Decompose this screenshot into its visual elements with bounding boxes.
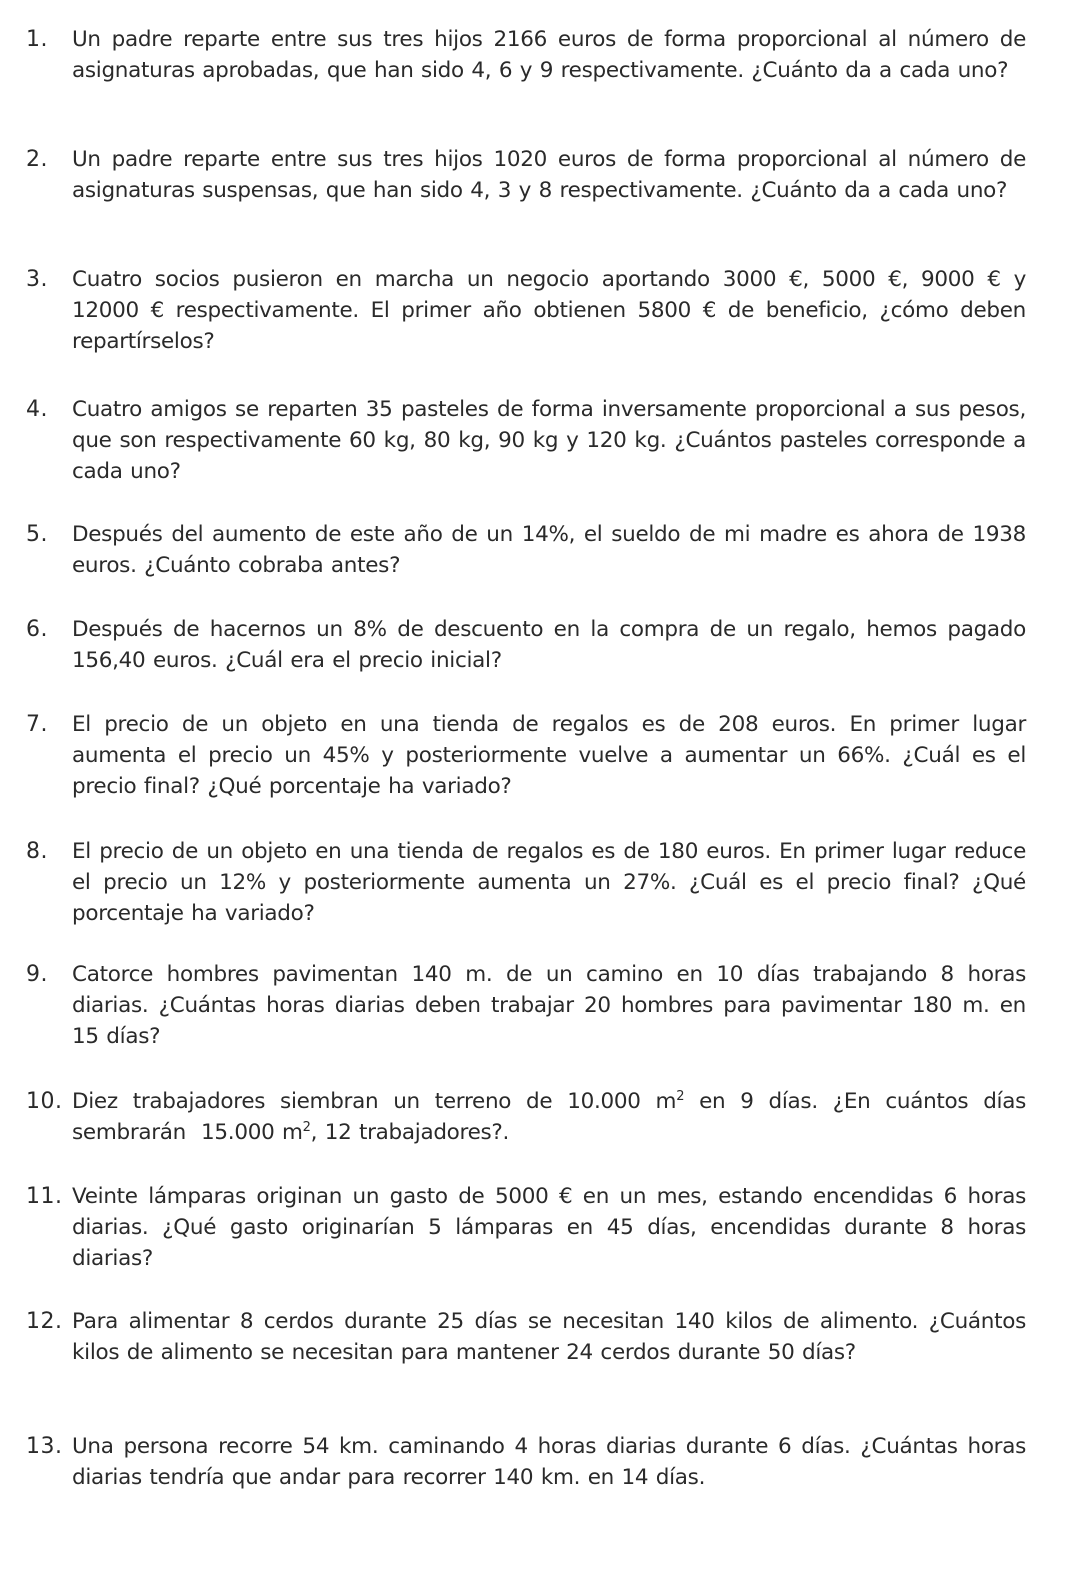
problem-text — [72, 1086, 1034, 1148]
problem-item — [26, 144, 1026, 206]
problem-item — [26, 1431, 1026, 1493]
problem-number: 8. — [26, 839, 48, 864]
problem-number: 5. — [26, 522, 48, 547]
problem-text: Después de hacernos un 8% de descuento en la compra de un regalo, hemos pagado 156,40 euros. ¿Cuál era el precio inicial? — [72, 617, 1026, 673]
problem-number: 2. — [26, 147, 48, 172]
problem-text: Una persona recorre 54 km. caminando 4 horas diarias durante 6 días. ¿Cuántas horas diarias tendría que andar para recorrer 140 km. en 14 días. — [72, 1434, 1026, 1490]
problem-item — [26, 836, 1026, 929]
problem-number: 13. — [26, 1434, 63, 1459]
problem-number: 11. — [26, 1184, 63, 1209]
problem-number: 1. — [26, 27, 48, 52]
problem-text: El precio de un objeto en una tienda de regalos es de 208 euros. En primer lugar aumenta el precio un 45% y posteriormente vuelve a aumentar un 66%. ¿Cuál es el precio final? ¿Qué porcentaje ha variado? — [72, 712, 1026, 799]
problem-text: Catorce hombres pavimentan 140 m. de un camino en 10 días trabajando 8 horas diarias. ¿Cuántas horas diarias deben trabajar 20 hombres para pavimentar 180 m. en 15 días? — [72, 962, 1026, 1049]
problem-text: Para alimentar 8 cerdos durante 25 días se necesitan 140 kilos de alimento. ¿Cuántos kilos de alimento se necesitan para mantener 24 cerdos durante 50 días? — [72, 1309, 1026, 1365]
problem-item — [26, 1086, 1034, 1148]
problem-item — [26, 264, 1026, 357]
problem-number: 4. — [26, 397, 48, 422]
problem-text: El precio de un objeto en una tienda de regalos es de 180 euros. En primer lugar reduce el precio un 12% y posteriormente aumenta un 27%. ¿Cuál es el precio final? ¿Qué porcentaje ha variado? — [72, 839, 1026, 926]
problem-number: 12. — [26, 1309, 63, 1334]
problem-text: Cuatro amigos se reparten 35 pasteles de forma inversamente proporcional a sus pesos, que son respectivamente 60 kg, 80 kg, 90 kg y 120 kg. ¿Cuántos pasteles corresponde a cada uno? — [72, 397, 1026, 484]
problem-text-part: Diez trabajadores siembran un terreno de 10.000 m — [72, 1089, 677, 1114]
problem-text: Veinte lámparas originan un gasto de 5000 € en un mes, estando encendidas 6 horas diarias. ¿Qué gasto originarían 5 lámparas en 45 días, encendidas durante 8 horas diarias? — [72, 1184, 1026, 1271]
problem-item — [26, 24, 1026, 86]
problem-number: 3. — [26, 267, 48, 292]
problem-number: 10. — [26, 1089, 63, 1114]
problem-text-part: , 12 trabajadores?. — [310, 1120, 510, 1145]
problem-number: 6. — [26, 617, 48, 642]
problem-item — [26, 614, 1026, 676]
problem-item — [26, 394, 1026, 487]
superscript-squared: 2 — [302, 1120, 311, 1135]
problem-item — [26, 959, 1026, 1052]
problem-number: 7. — [26, 712, 48, 737]
problem-text-part: en 9 días. ¿En cuántos días sembrarán 15.000 m — [72, 1089, 1034, 1145]
problem-text: Un padre reparte entre sus tres hijos 2166 euros de forma proporcional al número de asignaturas aprobadas, que han sido 4, 6 y 9 respectivamente. ¿Cuánto da a cada uno? — [72, 27, 1026, 83]
problem-item — [26, 709, 1026, 802]
problem-text: Un padre reparte entre sus tres hijos 1020 euros de forma proporcional al número de asignaturas suspensas, que han sido 4, 3 y 8 respectivamente. ¿Cuánto da a cada uno? — [72, 147, 1026, 203]
problem-text: Cuatro socios pusieron en marcha un negocio aportando 3000 €, 5000 €, 9000 € y 12000 € respectivamente. El primer año obtienen 5800 € de beneficio, ¿cómo deben repartírselos? — [72, 267, 1026, 354]
problem-text: Después del aumento de este año de un 14%, el sueldo de mi madre es ahora de 1938 euros. ¿Cuánto cobraba antes? — [72, 522, 1026, 578]
problem-item — [26, 519, 1026, 581]
problem-item — [26, 1306, 1026, 1368]
superscript-squared: 2 — [676, 1089, 685, 1104]
problem-number: 9. — [26, 962, 48, 987]
problem-item — [26, 1181, 1026, 1274]
